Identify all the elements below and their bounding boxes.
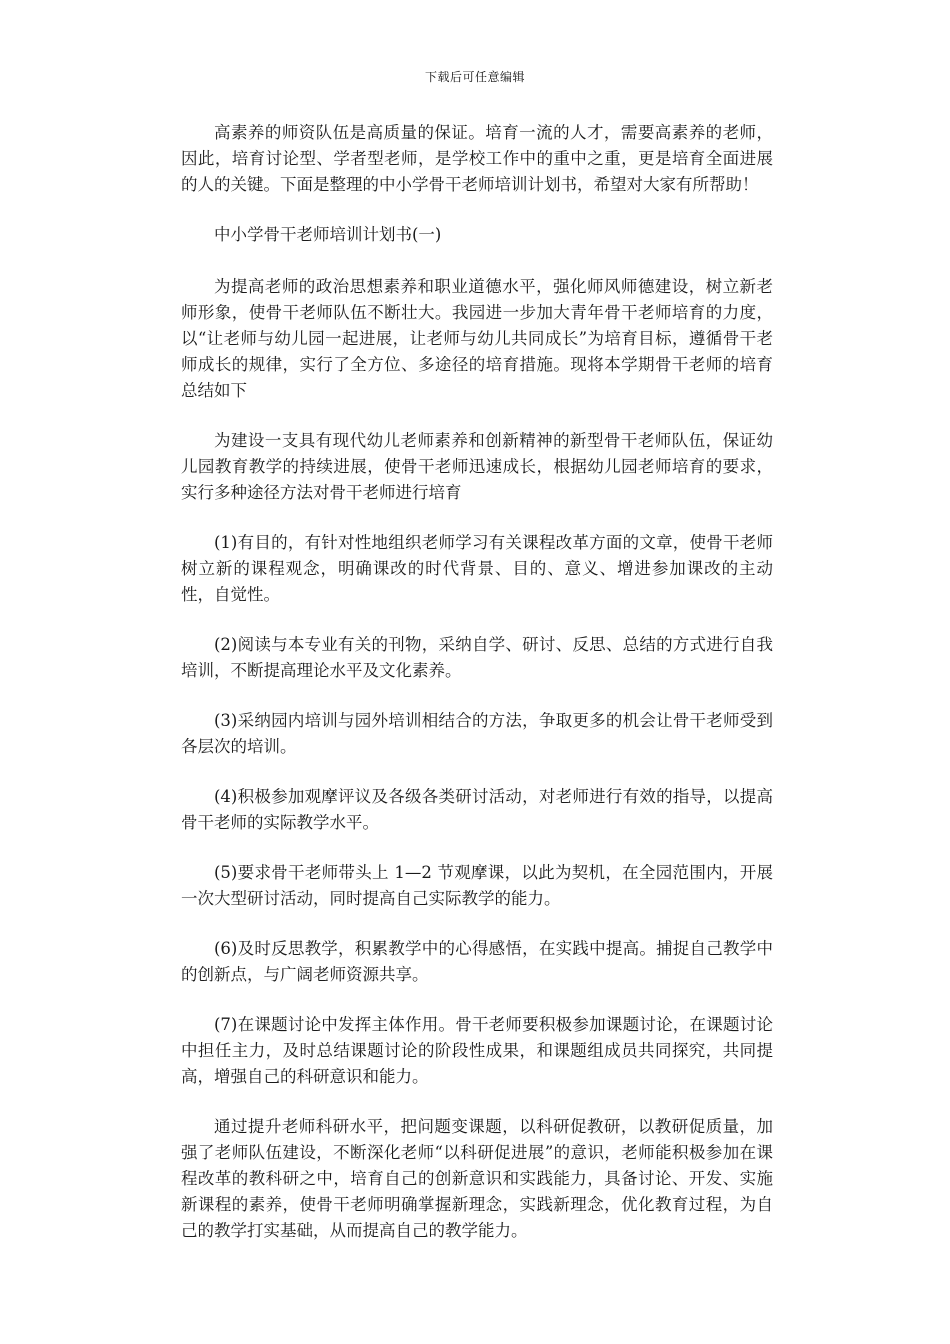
- list-item: (3)采纳园内培训与园外培训相结合的方法，争取更多的机会让骨干老师受到各层次的培训。: [181, 711, 773, 756]
- body-paragraph: 为建设一支具有现代幼儿老师素养和创新精神的新型骨干老师队伍，保证幼儿园教育教学的持续进展，使骨干老师迅速成长，根据幼儿园老师培育的要求，实行多种途径方法对骨干老师进行培育: [181, 431, 773, 502]
- body-paragraph: 通过提升老师科研水平，把问题变课题，以科研促教研，以教研促质量，加强了老师队伍建设，不断深化老师“以科研促进展”的意识，老师能积极参加在课程改革的教科研之中，培育自己的创新意识和实践能力，具备讨论、开发、实施新课程的素养，使骨干老师明确掌握新理念，实践新理念，优化教育过程，为自己的教学打实基础，从而提高自己的教学能力。: [181, 1117, 773, 1240]
- list-item: (6)及时反思教学，积累教学中的心得感悟，在实践中提高。捕捉自己教学中的创新点，与广阔老师资源共享。: [181, 939, 773, 984]
- list-item: (1)有目的，有针对性地组织老师学习有关课程改革方面的文章，使骨干老师树立新的课程观念，明确课改的时代背景、目的、意义、增进参加课改的主动性，自觉性。: [181, 533, 773, 604]
- list-item: (5)要求骨干老师带头上 1—2 节观摩课，以此为契机，在全园范围内，开展一次大型研讨活动，同时提高自己实际教学的能力。: [181, 863, 773, 908]
- list-item: (7)在课题讨论中发挥主体作用。骨干老师要积极参加课题讨论，在课题讨论中担任主力，及时总结课题讨论的阶段性成果，和课题组成员共同探究，共同提高，增强自己的科研意识和能力。: [181, 1015, 773, 1086]
- list-item: (4)积极参加观摩评议及各级各类研讨活动，对老师进行有效的指导，以提高骨干老师的实际教学水平。: [181, 787, 773, 832]
- intro-paragraph: 高素养的师资队伍是高质量的保证。培育一流的人才，需要高素养的老师，因此，培育讨论型、学者型老师，是学校工作中的重中之重，更是培育全面进展的人的关键。下面是整理的中小学骨干老师培训计划书，希望对大家有所帮助！: [181, 123, 773, 194]
- list-item: (2)阅读与本专业有关的刊物，采纳自学、研讨、反思、总结的方式进行自我培训，不断提高理论水平及文化素养。: [181, 635, 773, 680]
- section-heading: 中小学骨干老师培训计划书(一): [214, 225, 442, 244]
- document-body: [181, 120, 773, 1268]
- body-paragraph: 为提高老师的政治思想素养和职业道德水平，强化师风师德建设，树立新老师形象，使骨干老师队伍不断壮大。我园进一步加大青年骨干老师培育的力度，以“让老师与幼儿园一起进展，让老师与幼儿共同成长”为培育目标，遵循骨干老师成长的规律，实行了全方位、多途径的培育措施。现将本学期骨干老师的培育总结如下: [181, 277, 773, 400]
- page-header: 下载后可任意编辑: [424, 70, 525, 84]
